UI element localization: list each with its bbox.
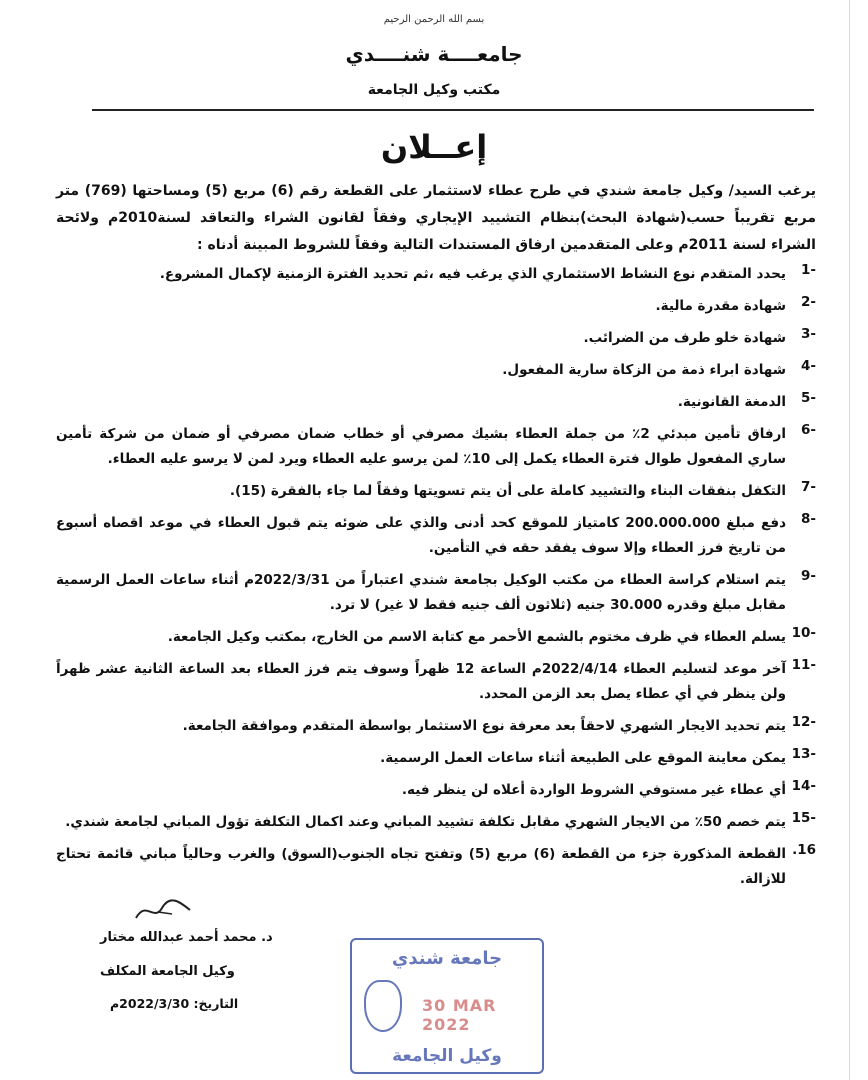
- list-item: [56, 568, 816, 618]
- item-text: دفع مبلغ 200.000.000 كامتياز للموقع كحد أدنى والذي على ضوئه يتم قبول العطاء في موعد اقصاه أسبوع من تاريخ فرز العطاء وإلا سوف يفقد حقه في التأمين.: [56, 515, 786, 556]
- item-number: 2-: [801, 294, 816, 310]
- item-text: شهادة ابراء ذمة من الزكاة سارية المفعول.: [502, 362, 786, 378]
- signer-name: د. محمد أحمد عبدالله مختار: [100, 930, 273, 945]
- list-item: [56, 657, 816, 707]
- list-item: [56, 842, 816, 892]
- item-number: 9-: [801, 568, 816, 584]
- item-number: 3-: [801, 326, 816, 342]
- list-item: [56, 714, 816, 739]
- item-number: 11-: [791, 657, 816, 673]
- list-item: [56, 262, 816, 287]
- item-text: آخر موعد لتسليم العطاء 2022/4/14م الساعة 12 ظهراً وسوف يتم فرز العطاء بعد الساعة الثانية عشر ظهراً ولن ينظر في أي عطاء يصل بعد الزمن المحدد.: [56, 661, 786, 702]
- list-item: [56, 479, 816, 504]
- intro-paragraph: يرغب السيد/ وكيل جامعة شندي في طرح عطاء لاستثمار على القطعة رقم (6) مربع (5) ومساحتها (769) متر مربع تقريباً حسب(شهادة البحث)بنظام التشييد الإيجاري وفقاً لقانون الشراء والتعاقد لسنة2010م ولائحة الشراء لسنة 2011م وعلى المتقدمين ارفاق المستندات التالية وفقاً للشروط المبينة أدناه :: [56, 183, 816, 253]
- list-item: [56, 422, 816, 472]
- item-number: 4-: [801, 358, 816, 374]
- list-item: [56, 746, 816, 771]
- item-text: ارفاق تأمين مبدئي 2٪ من جملة العطاء بشيك مصرفي أو خطاب ضمان مصرفي أو ضمان من شركة تأمين ساري المفعول طوال فترة العطاء يكمل إلى 10٪ لمن يرسو عليه العطاء ويرد لمن لا يرسو عليه العطاء.: [56, 426, 787, 467]
- item-number: 1-: [801, 262, 816, 278]
- official-stamp: [350, 938, 544, 1074]
- stamp-seal-icon: [364, 980, 402, 1032]
- office-name: مكتب وكيل الجامعة: [367, 82, 501, 98]
- item-text: يتم تحديد الايجار الشهري لاحقاً بعد معرفة نوع الاستثمار بواسطة المتقدم وموافقة الجامعة.: [182, 718, 786, 734]
- list-item: [56, 294, 816, 319]
- item-text: شهادة خلو طرف من الضرائب.: [583, 330, 786, 346]
- list-item: [56, 326, 816, 351]
- list-item: [56, 511, 816, 561]
- stamp-date: 30 MAR 2022: [422, 996, 497, 1034]
- item-text: يسلم العطاء في ظرف مختوم بالشمع الأحمر مع كتابة الاسم من الخارج، بمكتب وكيل الجامعة.: [167, 629, 786, 645]
- item-text: شهادة مقدرة مالية.: [655, 298, 786, 314]
- item-number: .16: [792, 842, 816, 858]
- basmala: بسم الله الرحمن الرحيم: [383, 14, 485, 25]
- item-number: 15-: [791, 810, 816, 826]
- stamp-office: وكيل الجامعة: [392, 1046, 502, 1066]
- list-item: [56, 810, 816, 835]
- item-number: 8-: [801, 511, 816, 527]
- signature-mark: [128, 896, 198, 926]
- list-item: [56, 390, 816, 415]
- item-text: القطعة المذكورة جزء من القطعة (6) مربع (5) وتفتح تجاه الجنوب(السوق) والغرب وحالياً مباني قائمة تحتاج للازالة.: [56, 846, 786, 887]
- signer-role: وكيل الجامعة المكلف: [100, 964, 235, 979]
- item-number: 7-: [801, 479, 816, 495]
- item-text: يتم استلام كراسة العطاء من مكتب الوكيل بجامعة شندي اعتباراً من 2022/3/31م أثناء ساعات العمل الرسمية مقابل مبلغ وقدره 30.000 جنيه (ثلاثون ألف جنيه فقط لا غير) لا ترد.: [56, 572, 786, 613]
- item-text: أي عطاء غير مستوفي الشروط الواردة أعلاه لن ينظر فيه.: [401, 782, 786, 798]
- list-item: [56, 778, 816, 803]
- item-text: يحدد المتقدم نوع النشاط الاستثماري الذي يرغب فيه ،ثم تحديد الفترة الزمنية لإكمال المشروع.: [159, 266, 786, 282]
- item-number: 13-: [791, 746, 816, 762]
- item-number: 12-: [791, 714, 816, 730]
- item-text: يمكن معاينة الموقع على الطبيعة أثناء ساعات العمل الرسمية.: [380, 750, 786, 766]
- item-number: 14-: [791, 778, 816, 794]
- item-number: 5-: [801, 390, 816, 406]
- list-item: [56, 625, 816, 650]
- list-item: [56, 358, 816, 383]
- item-number: 6-: [801, 422, 816, 438]
- item-number: 10-: [791, 625, 816, 641]
- item-text: الدمغة القانونية.: [677, 394, 786, 410]
- document-date: التاريخ: 2022/3/30م: [110, 996, 239, 1011]
- header-divider: [92, 109, 814, 111]
- item-text: التكفل بنفقات البناء والتشييد كاملة على أن يتم تسويتها وفقاً لما جاء بالفقرة (15).: [229, 483, 786, 499]
- item-text: يتم خصم 50٪ من الايجار الشهري مقابل تكلفة تشييد المباني وعند اكمال التكلفة تؤول المباني لجامعة شندي.: [65, 814, 786, 830]
- university-name: جامعــــة شنــــدي: [345, 42, 523, 66]
- stamp-university: جامعة شندي: [391, 948, 503, 969]
- conditions-list: [56, 262, 816, 892]
- document-title: إعــلان: [380, 128, 488, 166]
